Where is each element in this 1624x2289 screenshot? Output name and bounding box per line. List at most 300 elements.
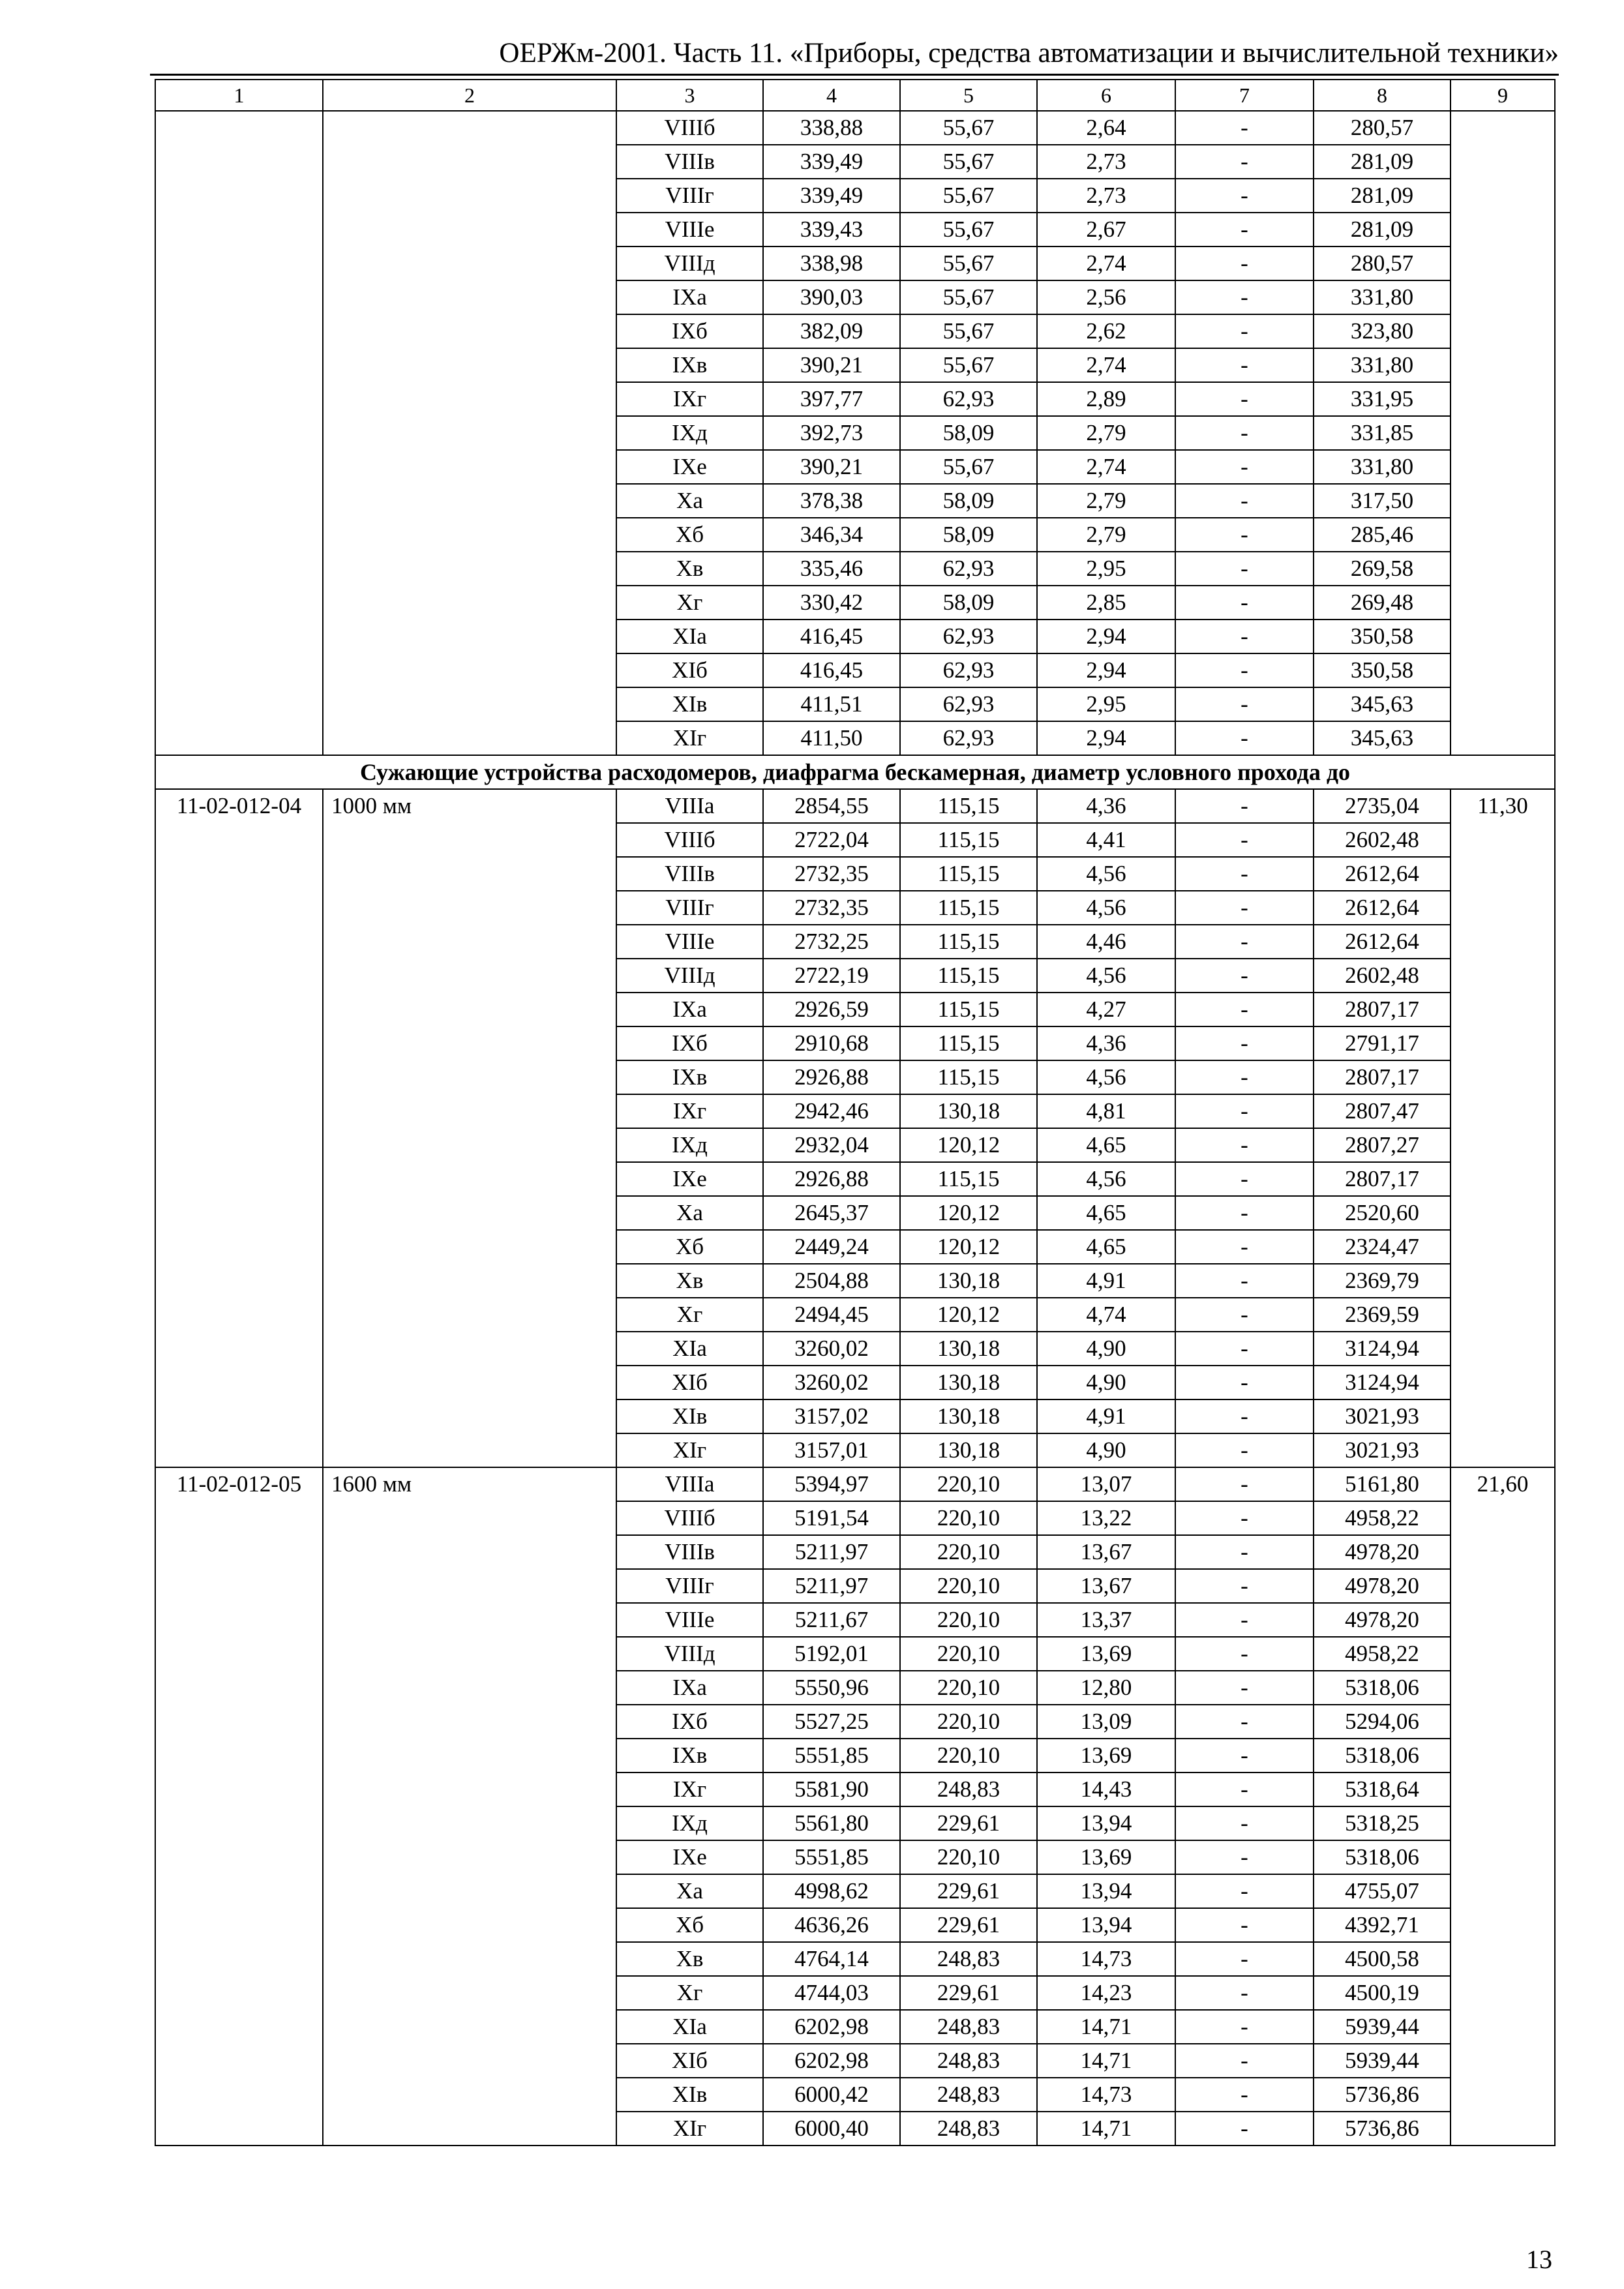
value-cell: 220,10 <box>900 1535 1037 1569</box>
value-cell: - <box>1175 1162 1314 1196</box>
column-number-row <box>155 80 1555 111</box>
value-cell: 382,09 <box>763 314 900 348</box>
value-cell: 5527,25 <box>763 1705 900 1739</box>
value-cell: 4,90 <box>1037 1366 1175 1399</box>
value-cell: 55,67 <box>900 280 1037 314</box>
value-cell: - <box>1175 1671 1314 1705</box>
value-cell: 55,67 <box>900 348 1037 382</box>
value-cell: 115,15 <box>900 1026 1037 1060</box>
value-cell: 335,46 <box>763 552 900 586</box>
value-cell: 13,67 <box>1037 1569 1175 1603</box>
value-cell: - <box>1175 2044 1314 2078</box>
value-cell: - <box>1175 450 1314 484</box>
value-cell: 115,15 <box>900 1060 1037 1094</box>
value-cell: 350,58 <box>1314 653 1451 687</box>
value-cell: 120,12 <box>900 1230 1037 1264</box>
value-cell: 5211,97 <box>763 1535 900 1569</box>
value-cell: 2520,60 <box>1314 1196 1451 1230</box>
value-cell: 4,46 <box>1037 925 1175 959</box>
column-number: 2 <box>323 80 616 111</box>
value-cell: - <box>1175 1060 1314 1094</box>
value-cell: 13,22 <box>1037 1501 1175 1535</box>
value-cell: 58,09 <box>900 416 1037 450</box>
section-title: Сужающие устройства расходомеров, диафрагма бескамерная, диаметр условного прохода до <box>155 755 1555 789</box>
value-cell: 2732,25 <box>763 925 900 959</box>
zone-cell: XIв <box>616 1399 763 1433</box>
zone-cell: XIa <box>616 620 763 653</box>
value-cell: 345,63 <box>1314 721 1451 755</box>
value-cell: 14,43 <box>1037 1773 1175 1806</box>
value-cell: 6000,40 <box>763 2112 900 2146</box>
zone-cell: XIв <box>616 2078 763 2112</box>
zone-cell: IXa <box>616 1671 763 1705</box>
value-cell: 2732,35 <box>763 857 900 891</box>
value-cell: 2449,24 <box>763 1230 900 1264</box>
value-cell: 411,51 <box>763 687 900 721</box>
price-table <box>155 79 1556 2146</box>
value-cell: 2,95 <box>1037 687 1175 721</box>
value-cell: 390,21 <box>763 450 900 484</box>
value-cell: 13,37 <box>1037 1603 1175 1637</box>
value-cell: 4,65 <box>1037 1196 1175 1230</box>
value-cell: 4,65 <box>1037 1230 1175 1264</box>
value-cell: 5939,44 <box>1314 2044 1451 2078</box>
value-cell: 58,09 <box>900 586 1037 620</box>
value-cell: 120,12 <box>900 1196 1037 1230</box>
value-cell: 4958,22 <box>1314 1637 1451 1671</box>
zone-cell: VIIIe <box>616 1603 763 1637</box>
value-cell: 2,56 <box>1037 280 1175 314</box>
value-cell: 4958,22 <box>1314 1501 1451 1535</box>
value-cell: 4755,07 <box>1314 1874 1451 1908</box>
zone-cell: VIIIe <box>616 213 763 247</box>
zone-cell: Xa <box>616 1196 763 1230</box>
value-cell: 220,10 <box>900 1840 1037 1874</box>
value-cell: 4,41 <box>1037 823 1175 857</box>
value-cell: 220,10 <box>900 1603 1037 1637</box>
value-cell: 338,98 <box>763 247 900 280</box>
value-cell: 5192,01 <box>763 1637 900 1671</box>
value-cell: 6000,42 <box>763 2078 900 2112</box>
value-cell: - <box>1175 314 1314 348</box>
value-cell: 13,07 <box>1037 1467 1175 1501</box>
value-cell: 2807,17 <box>1314 1060 1451 1094</box>
column-number: 6 <box>1037 80 1175 111</box>
value-cell: 62,93 <box>900 687 1037 721</box>
value-cell: 130,18 <box>900 1094 1037 1128</box>
page-number: 13 <box>1526 2245 1552 2274</box>
zone-cell: VIIIг <box>616 179 763 213</box>
value-cell: 330,42 <box>763 586 900 620</box>
value-cell: 58,09 <box>900 518 1037 552</box>
zone-cell: Xв <box>616 1264 763 1298</box>
value-cell: 346,34 <box>763 518 900 552</box>
value-cell: 62,93 <box>900 552 1037 586</box>
value-cell: 339,43 <box>763 213 900 247</box>
value-cell: 229,61 <box>900 1908 1037 1942</box>
value-cell: 220,10 <box>900 1671 1037 1705</box>
value-cell: 5551,85 <box>763 1739 900 1773</box>
value-cell: - <box>1175 653 1314 687</box>
value-cell: - <box>1175 925 1314 959</box>
value-cell: 5211,97 <box>763 1569 900 1603</box>
value-cell: - <box>1175 1569 1314 1603</box>
value-cell: - <box>1175 1264 1314 1298</box>
value-cell: 2854,55 <box>763 789 900 823</box>
value-cell: 4636,26 <box>763 1908 900 1942</box>
value-cell: 115,15 <box>900 993 1037 1026</box>
value-cell: - <box>1175 959 1314 993</box>
column-number: 4 <box>763 80 900 111</box>
value-cell: - <box>1175 993 1314 1026</box>
value-cell: 2612,64 <box>1314 925 1451 959</box>
value-cell: 281,09 <box>1314 145 1451 179</box>
zone-cell: IXв <box>616 348 763 382</box>
value-cell: 2369,59 <box>1314 1298 1451 1332</box>
value-cell: - <box>1175 1773 1314 1806</box>
value-cell: 4,56 <box>1037 1060 1175 1094</box>
value-cell: 3021,93 <box>1314 1399 1451 1433</box>
zone-cell: IXe <box>616 1840 763 1874</box>
zone-cell: IXв <box>616 1060 763 1094</box>
value-cell: - <box>1175 1535 1314 1569</box>
zone-cell: IXe <box>616 1162 763 1196</box>
value-cell: 5581,90 <box>763 1773 900 1806</box>
value-cell: 115,15 <box>900 925 1037 959</box>
value-cell: - <box>1175 552 1314 586</box>
zone-cell: VIIIд <box>616 959 763 993</box>
value-cell: 338,88 <box>763 111 900 145</box>
value-cell: 62,93 <box>900 721 1037 755</box>
value-cell: 5394,97 <box>763 1467 900 1501</box>
zone-cell: XIб <box>616 2044 763 2078</box>
value-cell: 4,81 <box>1037 1094 1175 1128</box>
value-cell: 2,67 <box>1037 213 1175 247</box>
value-cell: - <box>1175 1637 1314 1671</box>
value-cell: 220,10 <box>900 1637 1037 1671</box>
section-row <box>155 755 1555 789</box>
value-cell: 58,09 <box>900 484 1037 518</box>
table-row <box>155 1467 1555 1501</box>
zone-cell: IXв <box>616 1739 763 1773</box>
value-cell: - <box>1175 145 1314 179</box>
zone-cell: VIIIб <box>616 111 763 145</box>
value-cell: - <box>1175 1026 1314 1060</box>
value-cell: 220,10 <box>900 1569 1037 1603</box>
value-cell: 55,67 <box>900 213 1037 247</box>
value-cell: - <box>1175 789 1314 823</box>
value-cell: 4978,20 <box>1314 1569 1451 1603</box>
zone-cell: VIIIa <box>616 1467 763 1501</box>
zone-cell: Xб <box>616 518 763 552</box>
value-cell: 5939,44 <box>1314 2010 1451 2044</box>
value-cell: 248,83 <box>900 2010 1037 2044</box>
value-cell: 5318,25 <box>1314 1806 1451 1840</box>
value-cell: 2,79 <box>1037 484 1175 518</box>
value-cell: - <box>1175 1467 1314 1501</box>
value-cell: 3021,93 <box>1314 1433 1451 1467</box>
value-cell: 2,62 <box>1037 314 1175 348</box>
value-cell: 55,67 <box>900 314 1037 348</box>
value-cell: - <box>1175 1094 1314 1128</box>
zone-cell: XIг <box>616 2112 763 2146</box>
zone-cell: VIIIв <box>616 145 763 179</box>
zone-cell: Xв <box>616 1942 763 1976</box>
value-cell: 4,74 <box>1037 1298 1175 1332</box>
value-cell: 4764,14 <box>763 1942 900 1976</box>
value-cell: - <box>1175 891 1314 925</box>
value-cell: 4978,20 <box>1314 1603 1451 1637</box>
value-cell: 2,64 <box>1037 111 1175 145</box>
value-cell: 390,03 <box>763 280 900 314</box>
value-cell: 3124,94 <box>1314 1332 1451 1366</box>
value-cell: 6202,98 <box>763 2044 900 2078</box>
value-cell: 390,21 <box>763 348 900 382</box>
column-number: 1 <box>155 80 323 111</box>
value-cell: 2722,04 <box>763 823 900 857</box>
value-cell: 13,09 <box>1037 1705 1175 1739</box>
value-cell: - <box>1175 721 1314 755</box>
column-number: 9 <box>1451 80 1555 111</box>
value-cell: - <box>1175 213 1314 247</box>
value-cell: 55,67 <box>900 145 1037 179</box>
value-cell: 13,94 <box>1037 1806 1175 1840</box>
value-cell: 14,71 <box>1037 2010 1175 2044</box>
zone-cell: IXг <box>616 1094 763 1128</box>
zone-cell: VIIIб <box>616 823 763 857</box>
value-cell: 13,67 <box>1037 1535 1175 1569</box>
value-cell: 5736,86 <box>1314 2112 1451 2146</box>
value-cell: 2,74 <box>1037 247 1175 280</box>
value-cell: 331,95 <box>1314 382 1451 416</box>
value-cell: 4,91 <box>1037 1399 1175 1433</box>
value-cell: - <box>1175 1806 1314 1840</box>
value-cell: 2494,45 <box>763 1298 900 1332</box>
value-cell: 6202,98 <box>763 2010 900 2044</box>
value-cell: 115,15 <box>900 959 1037 993</box>
zone-cell: VIIIe <box>616 925 763 959</box>
zone-cell: VIIIд <box>616 1637 763 1671</box>
value-cell: 229,61 <box>900 1874 1037 1908</box>
value-cell: 4,56 <box>1037 1162 1175 1196</box>
value-cell: 13,69 <box>1037 1840 1175 1874</box>
item-code <box>155 111 323 755</box>
value-cell: - <box>1175 857 1314 891</box>
zone-cell: IXб <box>616 1705 763 1739</box>
value-cell: - <box>1175 1874 1314 1908</box>
value-cell: - <box>1175 1501 1314 1535</box>
value-cell: 2612,64 <box>1314 857 1451 891</box>
value-cell: - <box>1175 382 1314 416</box>
value-cell: 2807,27 <box>1314 1128 1451 1162</box>
value-cell: 4978,20 <box>1314 1535 1451 1569</box>
value-cell: - <box>1175 687 1314 721</box>
value-cell: 2,89 <box>1037 382 1175 416</box>
value-cell: 2504,88 <box>763 1264 900 1298</box>
value-cell: - <box>1175 1739 1314 1773</box>
value-cell: 331,80 <box>1314 348 1451 382</box>
zone-cell: XIг <box>616 721 763 755</box>
value-cell: 248,83 <box>900 1942 1037 1976</box>
value-cell: - <box>1175 280 1314 314</box>
item-name: 1000 мм <box>323 789 616 1467</box>
value-cell: 5211,67 <box>763 1603 900 1637</box>
value-cell: - <box>1175 2078 1314 2112</box>
item-extra: 21,60 <box>1451 1467 1555 2146</box>
value-cell: 2,79 <box>1037 416 1175 450</box>
zone-cell: XIг <box>616 1433 763 1467</box>
value-cell: 248,83 <box>900 2078 1037 2112</box>
value-cell: 248,83 <box>900 1773 1037 1806</box>
zone-cell: IXг <box>616 1773 763 1806</box>
zone-cell: IXe <box>616 450 763 484</box>
value-cell: 4,36 <box>1037 1026 1175 1060</box>
value-cell: 12,80 <box>1037 1671 1175 1705</box>
value-cell: - <box>1175 416 1314 450</box>
value-cell: 3157,01 <box>763 1433 900 1467</box>
value-cell: 4,56 <box>1037 891 1175 925</box>
zone-cell: IXд <box>616 1128 763 1162</box>
value-cell: 285,46 <box>1314 518 1451 552</box>
value-cell: 5161,80 <box>1314 1467 1451 1501</box>
zone-cell: IXa <box>616 993 763 1026</box>
value-cell: 14,23 <box>1037 1976 1175 2010</box>
value-cell: 2612,64 <box>1314 891 1451 925</box>
value-cell: - <box>1175 1366 1314 1399</box>
zone-cell: VIIIa <box>616 789 763 823</box>
value-cell: 14,71 <box>1037 2044 1175 2078</box>
value-cell: 4744,03 <box>763 1976 900 2010</box>
zone-cell: XIa <box>616 2010 763 2044</box>
zone-cell: XIв <box>616 687 763 721</box>
value-cell: 4,56 <box>1037 857 1175 891</box>
zone-cell: IXб <box>616 1026 763 1060</box>
zone-cell: Xг <box>616 1298 763 1332</box>
zone-cell: Xa <box>616 1874 763 1908</box>
value-cell: 115,15 <box>900 1162 1037 1196</box>
item-name: 1600 мм <box>323 1467 616 2146</box>
value-cell: - <box>1175 348 1314 382</box>
value-cell: 2807,17 <box>1314 1162 1451 1196</box>
value-cell: 280,57 <box>1314 247 1451 280</box>
value-cell: - <box>1175 1942 1314 1976</box>
value-cell: 130,18 <box>900 1399 1037 1433</box>
value-cell: 120,12 <box>900 1298 1037 1332</box>
value-cell: 3260,02 <box>763 1332 900 1366</box>
zone-cell: IXб <box>616 314 763 348</box>
value-cell: 345,63 <box>1314 687 1451 721</box>
zone-cell: VIIIб <box>616 1501 763 1535</box>
value-cell: 331,80 <box>1314 450 1451 484</box>
value-cell: 2324,47 <box>1314 1230 1451 1264</box>
value-cell: - <box>1175 1705 1314 1739</box>
value-cell: - <box>1175 1196 1314 1230</box>
zone-cell: Xв <box>616 552 763 586</box>
value-cell: 4,91 <box>1037 1264 1175 1298</box>
value-cell: 13,94 <box>1037 1908 1175 1942</box>
zone-cell: VIIIв <box>616 1535 763 1569</box>
value-cell: 248,83 <box>900 2112 1037 2146</box>
value-cell: - <box>1175 484 1314 518</box>
table-row <box>155 111 1555 145</box>
value-cell: 392,73 <box>763 416 900 450</box>
value-cell: - <box>1175 1976 1314 2010</box>
item-code: 11-02-012-05 <box>155 1467 323 2146</box>
value-cell: - <box>1175 1908 1314 1942</box>
value-cell: 4,56 <box>1037 959 1175 993</box>
value-cell: 2602,48 <box>1314 823 1451 857</box>
item-extra <box>1451 111 1555 755</box>
column-number: 5 <box>900 80 1037 111</box>
value-cell: - <box>1175 1128 1314 1162</box>
value-cell: 5318,64 <box>1314 1773 1451 1806</box>
value-cell: 2,95 <box>1037 552 1175 586</box>
value-cell: - <box>1175 1332 1314 1366</box>
value-cell: - <box>1175 586 1314 620</box>
value-cell: 317,50 <box>1314 484 1451 518</box>
item-name <box>323 111 616 755</box>
column-number: 3 <box>616 80 763 111</box>
zone-cell: XIб <box>616 653 763 687</box>
zone-cell: Xб <box>616 1230 763 1264</box>
zone-cell: VIIIв <box>616 857 763 891</box>
value-cell: - <box>1175 518 1314 552</box>
value-cell: 2,79 <box>1037 518 1175 552</box>
value-cell: 2722,19 <box>763 959 900 993</box>
zone-cell: Xг <box>616 1976 763 2010</box>
value-cell: 5294,06 <box>1314 1705 1451 1739</box>
value-cell: 4,90 <box>1037 1433 1175 1467</box>
value-cell: 350,58 <box>1314 620 1451 653</box>
value-cell: - <box>1175 1399 1314 1433</box>
value-cell: 2645,37 <box>763 1196 900 1230</box>
zone-cell: IXд <box>616 1806 763 1840</box>
value-cell: 13,94 <box>1037 1874 1175 1908</box>
table-row <box>155 789 1555 823</box>
value-cell: 220,10 <box>900 1467 1037 1501</box>
value-cell: 4,90 <box>1037 1332 1175 1366</box>
zone-cell: IXд <box>616 416 763 450</box>
value-cell: 4998,62 <box>763 1874 900 1908</box>
value-cell: 416,45 <box>763 653 900 687</box>
value-cell: - <box>1175 620 1314 653</box>
value-cell: 220,10 <box>900 1501 1037 1535</box>
page-header-title: ОЕРЖм-2001. Часть 11. «Приборы, средства автоматизации и вычислительной техники» <box>499 38 1559 68</box>
value-cell: - <box>1175 823 1314 857</box>
value-cell: 62,93 <box>900 620 1037 653</box>
value-cell: 2932,04 <box>763 1128 900 1162</box>
value-cell: 2,94 <box>1037 653 1175 687</box>
value-cell: 4392,71 <box>1314 1908 1451 1942</box>
value-cell: 220,10 <box>900 1739 1037 1773</box>
value-cell: 2,74 <box>1037 450 1175 484</box>
value-cell: 339,49 <box>763 145 900 179</box>
value-cell: 2807,17 <box>1314 993 1451 1026</box>
header-rule <box>150 74 1559 76</box>
zone-cell: Xa <box>616 484 763 518</box>
value-cell: 3260,02 <box>763 1366 900 1399</box>
value-cell: 281,09 <box>1314 179 1451 213</box>
value-cell: 229,61 <box>900 1806 1037 1840</box>
zone-cell: VIIIг <box>616 1569 763 1603</box>
column-number: 8 <box>1314 80 1451 111</box>
zone-cell: Xг <box>616 586 763 620</box>
value-cell: 2,73 <box>1037 179 1175 213</box>
zone-cell: XIa <box>616 1332 763 1366</box>
value-cell: 13,69 <box>1037 1739 1175 1773</box>
value-cell: 378,38 <box>763 484 900 518</box>
value-cell: 5561,80 <box>763 1806 900 1840</box>
